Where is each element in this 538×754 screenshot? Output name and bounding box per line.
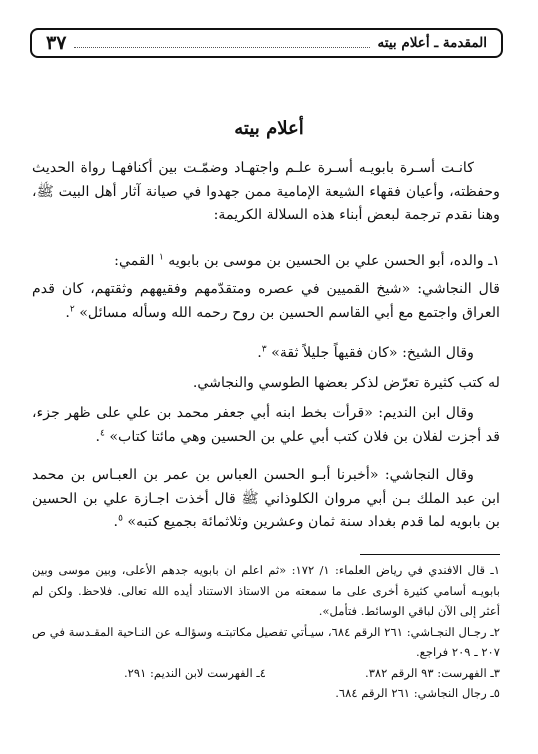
footnote-4: ٤ـ الفهرست لابن النديم: ٢٩١. — [123, 665, 266, 680]
footnote-marker-4: ٤ — [99, 427, 105, 438]
section-title: أعلام بيته — [234, 118, 304, 139]
footnote-2: ٢ـ رجـال النجـاشي: ٢٦١ الرقم ٦٨٤، سيـأتي تفصيل مكاتبتـه وسؤالـه عن النـاحية المقـدسة في ص ٢٠٧ ـ ٢٠٩ فراجع. — [32, 624, 501, 659]
footnote-separator — [360, 554, 500, 555]
footnote-3: ٣ـ الفهرست: ٩٣ الرقم ٣٨٢. — [365, 665, 500, 680]
body-text-ibn-nadim — [32, 402, 500, 449]
footnote-marker-3: ٣ — [261, 344, 267, 355]
shaykh-quote-paragraph: وقال الشيخ: «كان فقيهاً جليلاً ثقة» $^٣$. — [257, 344, 474, 361]
item1-heading — [32, 250, 500, 274]
najashi-quote-paragraph: قال النجاشي: «شيخ القميين في عصره ومتقدّمهم وفقيههم وثقتهم، كان قدم العراق واجتمع مع أبي القاسم الحسين بن روح رحمه الله وسأله مسائل» $^٢$. — [32, 281, 500, 321]
body-text-najashi — [32, 278, 500, 325]
item1-heading-text: ١ـ والده، أبو الحسن علي بن الحسين بن موسى بن بابويه — [168, 253, 500, 269]
footnotes — [32, 560, 500, 704]
page-number: ٣٧ — [46, 32, 67, 54]
body-text-najashi-2 — [32, 464, 500, 535]
body-text-shaykh — [32, 342, 500, 366]
najashi-ijaza-text: وقال النجاشي: «أخبرنا أبـو الحسن العباس بن عمر بن العبـاس بن محمد ابن عبد الملك بـن أبي مروان الكلوذاني ﷺ قال أخذت اجـازة علي بن الحسين بن بابويه لما قدم بغداد سنة ثمان وعشرين وثلاثمائة بجميع كتبه» — [32, 467, 500, 531]
header-dotted-leader — [74, 47, 369, 48]
najashi-ijaza-paragraph: وقال النجاشي: «أخبرنا أبـو الحسن العباس بن عمر بن العبـاس بن محمد ابن عبد الملك بـن أبي مروان الكلوذاني ﷺ قال أخذت اجـازة علي بن الحسين بن بابويه لما قدم بغداد سنة ثمان وعشرين وثلاثمائة بجميع كتبه» $^٥$. — [32, 467, 500, 531]
body-text — [32, 157, 500, 228]
running-header — [30, 28, 503, 58]
footnote-row-3-4 — [32, 663, 500, 684]
body-text-books — [32, 372, 500, 396]
footnote-1: ١ـ قال الافندي في رياض العلماء: ١/ ١٧٢: «ثم اعلم ان بابويه جدهم الأعلى، وبين موسى وبين بابويـه أسامي كثيرة أخرى على ما سمعته من الاستاذ الاستناد أيده الله تعالى. فلاحظ. ولكن لم أعثر إلى الآن لباقي الوسائط. فتأمل». — [32, 563, 500, 618]
footnote-marker-1: ١ — [158, 252, 164, 263]
footnote-marker-2: ٢ — [69, 303, 75, 314]
footnote-5: ٥ـ رجال النجاشي: ٢٦١ الرقم ٦٨٤. — [335, 686, 500, 700]
ibn-nadim-paragraph: وقال ابن النديم: «قرأت بخط ابنه أبي جعفر محمد بن علي على ظهر جزء، قد أجزت لفلان بن فلان كتب أبي علي بن الحسين وهي مائتا كتاب» $^٤$. — [32, 405, 500, 445]
intro-paragraph: كانـت أسـرة بابويـه أسـرة علـم واجتهـاد وضمّـت بين أكنافهـا رواة الحديث وحفظته، وأعيان فقهاء الشيعة الإمامية ممن جهدوا في صيانة آثار أهل البيت ﷺ، وهنا نقدم ترجمة لبعض أبناء هذه السلالة الكريمة: — [32, 160, 500, 224]
header-title: المقدمة ـ أعلام بيته — [377, 35, 487, 51]
body-text-item1 — [32, 250, 500, 274]
najashi-quote-text: قال النجاشي: «شيخ القميين في عصره ومتقدّمهم وفقيههم وثقتهم، كان قدم العراق واجتمع مع أبي القاسم الحسين بن روح رحمه الله وسأله مسائل» — [32, 281, 500, 321]
books-paragraph: له كتب كثيرة تعرّض لذكر بعضها الطوسي والنجاشي. — [192, 375, 500, 391]
item1-heading-tail: القمي: — [114, 253, 159, 269]
ibn-nadim-text: وقال ابن النديم: «قرأت بخط ابنه أبي جعفر محمد بن علي على ظهر جزء، قد أجزت لفلان بن فلان كتب أبي علي بن الحسين وهي مائتا كتاب» — [32, 405, 500, 445]
shaykh-quote-text: وقال الشيخ: «كان فقيهاً جليلاً ثقة» — [271, 345, 474, 361]
footnote-marker-5: ٥ — [118, 513, 123, 524]
